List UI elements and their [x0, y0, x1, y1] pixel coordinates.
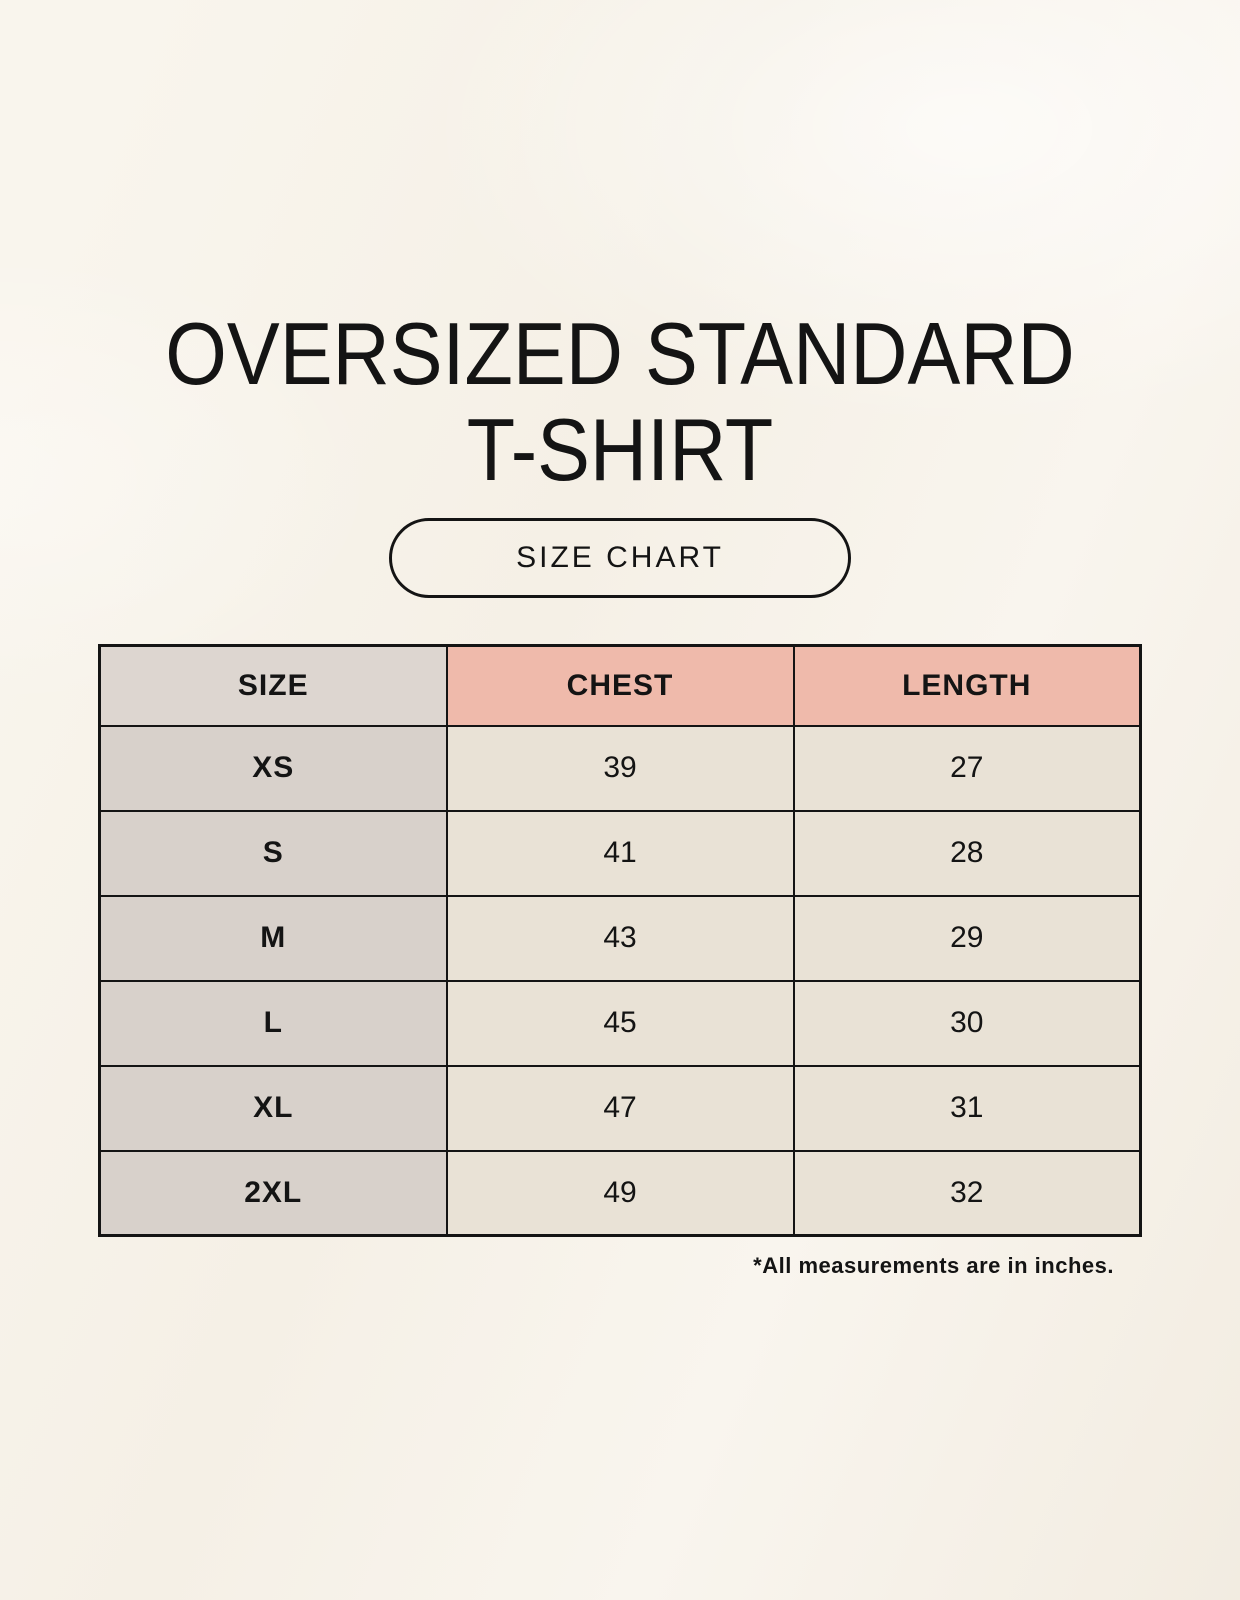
- table-row: [100, 1151, 1141, 1236]
- chest-value-cell: 43: [447, 896, 794, 981]
- length-value-cell: 32: [794, 1151, 1141, 1236]
- size-cell: XS: [100, 726, 447, 811]
- product-title-line-1: OVERSIZED STANDARD: [165, 304, 1075, 403]
- size-cell: 2XL: [100, 1151, 447, 1236]
- table-row: [100, 896, 1141, 981]
- table-row: [100, 1066, 1141, 1151]
- size-cell: S: [100, 811, 447, 896]
- col-header-length: LENGTH: [794, 646, 1141, 726]
- table-row: [100, 811, 1141, 896]
- table-header-row: [100, 646, 1141, 726]
- size-chart-button[interactable]: SIZE CHART: [389, 518, 851, 598]
- measurements-footnote: *All measurements are in inches.: [753, 1253, 1114, 1278]
- length-value-cell: 29: [794, 896, 1141, 981]
- product-title: [62, 0, 1178, 498]
- size-cell: L: [100, 981, 447, 1066]
- chest-value-cell: 45: [447, 981, 794, 1066]
- col-header-chest: CHEST: [447, 646, 794, 726]
- chest-value-cell: 49: [447, 1151, 794, 1236]
- length-value-cell: 30: [794, 981, 1141, 1066]
- size-cell: XL: [100, 1066, 447, 1151]
- length-value-cell: 31: [794, 1066, 1141, 1151]
- col-header-size: SIZE: [100, 646, 447, 726]
- chest-value-cell: 47: [447, 1066, 794, 1151]
- length-value-cell: 27: [794, 726, 1141, 811]
- size-chart-table: [98, 644, 1142, 1237]
- chest-value-cell: 41: [447, 811, 794, 896]
- table-row: [100, 726, 1141, 811]
- product-title-line-2: T-SHIRT: [466, 400, 774, 499]
- table-row: [100, 981, 1141, 1066]
- chest-value-cell: 39: [447, 726, 794, 811]
- length-value-cell: 28: [794, 811, 1141, 896]
- size-cell: M: [100, 896, 447, 981]
